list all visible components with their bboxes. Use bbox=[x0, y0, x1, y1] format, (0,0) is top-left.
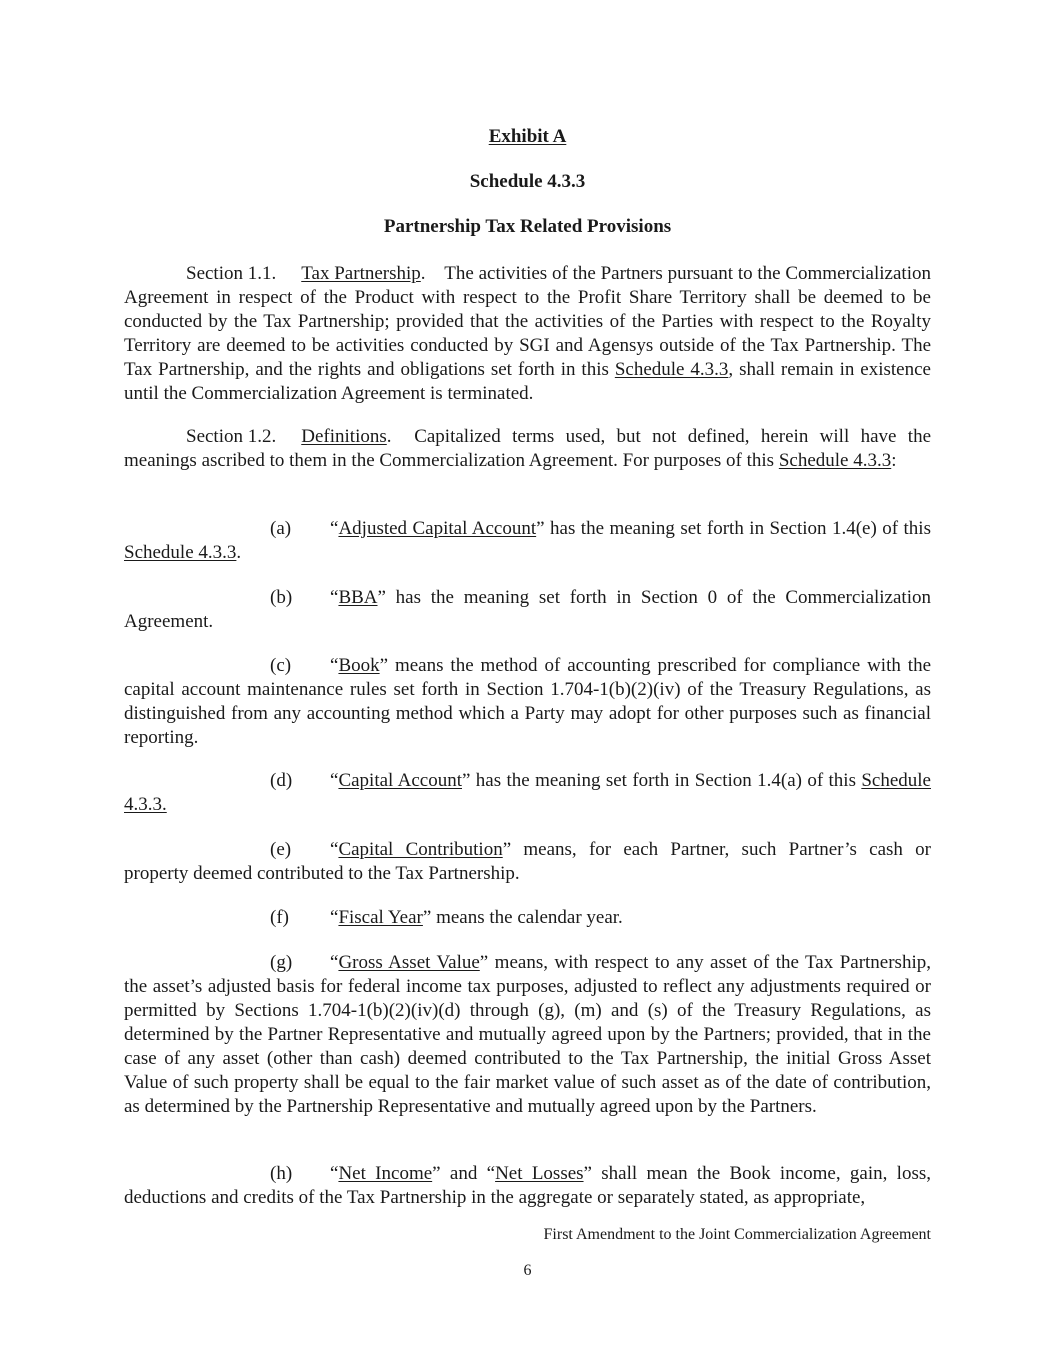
definition-f: (f) “Fiscal Year” means the calendar year. bbox=[124, 906, 931, 930]
section-1-1-label: Section 1.1. bbox=[186, 263, 277, 284]
definition-f-label: (f) bbox=[270, 907, 289, 928]
definition-b-text: ” has the meaning set forth in Section 0 of the Commercialization Agreement. bbox=[124, 587, 931, 632]
definition-d-ref: Schedule 4.3.3. bbox=[124, 770, 931, 815]
definition-a-label: (a) bbox=[270, 518, 292, 539]
section-1-1-ref: Schedule 4.3.3 bbox=[614, 359, 729, 380]
definition-c: (c) “Book” means the method of accounting prescribed for compliance with the capital account maintenance rules set forth in Section 1.704-1(b)(2)(iv) of the Treasury Regulations, as distinguished from any accounting method which a Party may adopt for other purposes such as financial reporting. bbox=[124, 655, 931, 748]
section-1-2-text: Capitalized terms used, but not defined, herein will have the meanings ascribed to them in the Commercialization Agreement. For purposes of this bbox=[124, 426, 932, 471]
section-1-2: Section 1.2. Definitions. Capitalized terms used, but not defined, herein will have the meanings ascribed to them in the Commercialization Agreement. For purposes of this Schedule 4.3.3: bbox=[124, 426, 932, 471]
definition-a: (a) “Adjusted Capital Account” has the meaning set forth in Section 1.4(e) of this Schedule 4.3.3. bbox=[124, 518, 931, 563]
definition-a-text-end: . bbox=[236, 542, 242, 563]
footer-document-title: First Amendment to the Joint Commercialization Agreement bbox=[543, 1226, 931, 1243]
definition-g: (g) “Gross Asset Value” means, with respect to any asset of the Tax Partnership, the asset’s adjusted basis for federal income tax purposes, adjusted to reflect any adjustments required or permitted by Sections 1.704-1(b)(2)(iv)(d) through (g), (m) and (s) of the Treasury Regulations, as determined by the Partner Representative and mutually agreed upon by the Partners; provided, that in the case of any asset (other than cash) deemed contributed to the Tax Partnership, the initial Gross Asset Value of such property shall be equal to the fair market value of such asset as of the date of contribution, as determined by the Partnership Representative and mutually agreed upon by the Partners. bbox=[124, 952, 931, 1117]
definition-c-text: ” means the method of accounting prescribed for compliance with the capital account maintenance rules set forth in Section 1.704-1(b)(2)(iv) of the Treasury Regulations, as distinguished from any accounting method which a Party may adopt for other purposes such as financial reporting. bbox=[124, 655, 931, 748]
definition-a-ref: Schedule 4.3.3 bbox=[124, 542, 237, 563]
definition-d-text: ” has the meaning set forth in Section 1.4(a) of this bbox=[462, 770, 862, 791]
definition-h-label: (h) bbox=[270, 1163, 293, 1184]
section-1-2-ref: Schedule 4.3.3 bbox=[778, 450, 892, 471]
document-title: Partnership Tax Related Provisions bbox=[383, 216, 672, 237]
definition-g-term: Gross Asset Value bbox=[338, 952, 480, 973]
definition-h-term2: Net Losses bbox=[495, 1163, 584, 1184]
section-1-1-text: The activities of the Partners pursuant to the Commercialization Agreement in respect of the Product with respect to the Profit Share Territory shall be deemed to be conducted by the Tax Partnership; provided that the activities of the Parties with respect to the Royalty Territory are deemed to be activities conducted by SGI and Agensys outside of the Tax Partnership. The Tax Partnership, and the rights and obligations set forth in this bbox=[124, 263, 931, 380]
page-number: 6 bbox=[523, 1262, 532, 1279]
section-1-1-heading: Tax Partnership bbox=[301, 263, 421, 284]
definition-d: (d) “Capital Account” has the meaning set forth in Section 1.4(a) of this Schedule 4.3.3. bbox=[124, 770, 931, 815]
definition-e-text: ” means, for each Partner, such Partner’s cash or property deemed contributed to the Tax Partnership. bbox=[124, 839, 931, 884]
section-1-1: Section 1.1. Tax Partnership. The activities of the Partners pursuant to the Commercialization Agreement in respect of the Product with respect to the Profit Share Territory shall be deemed to be conducted by the Tax Partnership; provided that the activities of the Parties with respect to the Royalty Territory are deemed to be activities conducted by SGI and Agensys outside of the Tax Partnership. The Tax Partnership, and the rights and obligations set forth in this Schedule 4.3.3, shall remain in existence until the Commercialization Agreement is terminated. bbox=[124, 263, 931, 404]
section-1-2-heading: Definitions bbox=[301, 426, 387, 447]
definition-a-text: ” has the meaning set forth in Section 1.4(e) of this bbox=[536, 518, 931, 539]
definition-h-term: Net Income bbox=[338, 1163, 433, 1184]
definition-g-label: (g) bbox=[270, 952, 293, 973]
definition-a-term: Adjusted Capital Account bbox=[338, 518, 537, 539]
definition-g-text: ” means, with respect to any asset of the Tax Partnership, the asset’s adjusted basis for federal income tax purposes, adjusted to reflect any adjustments required or permitted by Sections 1.704-1(b)(2)(iv)(d) through (g), (m) and (s) of the Treasury Regulations, as determined by the Partner Representative and mutually agreed upon by the Partners; provided, that in the case of any asset (other than cash) deemed contributed to the Tax Partnership, the initial Gross Asset Value of such property shall be equal to the fair market value of such asset as of the date of contribution, as determined by the Partnership Representative and mutually agreed upon by the Partners. bbox=[124, 952, 931, 1117]
exhibit-heading: Exhibit A bbox=[488, 126, 567, 147]
definition-b-term: BBA bbox=[338, 587, 378, 608]
definition-h: (h) “Net Income” and “Net Losses” shall mean the Book income, gain, loss, deductions and credits of the Tax Partnership in the aggregate or separately stated, as appropriate, bbox=[124, 1163, 931, 1208]
section-1-2-text-end: : bbox=[891, 450, 897, 471]
section-1-2-label: Section 1.2. bbox=[186, 426, 277, 447]
definition-b-label: (b) bbox=[270, 587, 293, 608]
section-1-1-text-end: , shall remain in existence until the Commercialization Agreement is terminated. bbox=[124, 359, 931, 404]
definition-e-label: (e) bbox=[270, 839, 292, 860]
definition-f-term: Fiscal Year bbox=[338, 907, 423, 928]
definition-e: (e) “Capital Contribution” means, for each Partner, such Partner’s cash or property deemed contributed to the Tax Partnership. bbox=[124, 839, 931, 884]
definition-h-mid: ” and “ bbox=[432, 1163, 496, 1184]
definition-c-term: Book bbox=[338, 655, 380, 676]
definition-f-text: ” means the calendar year. bbox=[422, 907, 623, 928]
definition-c-label: (c) bbox=[270, 655, 292, 676]
schedule-heading: Schedule 4.3.3 bbox=[469, 171, 586, 192]
definition-d-term: Capital Account bbox=[338, 770, 462, 791]
definition-b: (b) “BBA” has the meaning set forth in Section 0 of the Commercialization Agreement. bbox=[124, 587, 931, 632]
definition-h-text: ” shall mean the Book income, gain, loss, deductions and credits of the Tax Partnership in the aggregate or separately stated, as appropriate, bbox=[124, 1163, 931, 1208]
definition-e-term: Capital Contribution bbox=[338, 839, 503, 860]
definition-d-label: (d) bbox=[270, 770, 293, 791]
